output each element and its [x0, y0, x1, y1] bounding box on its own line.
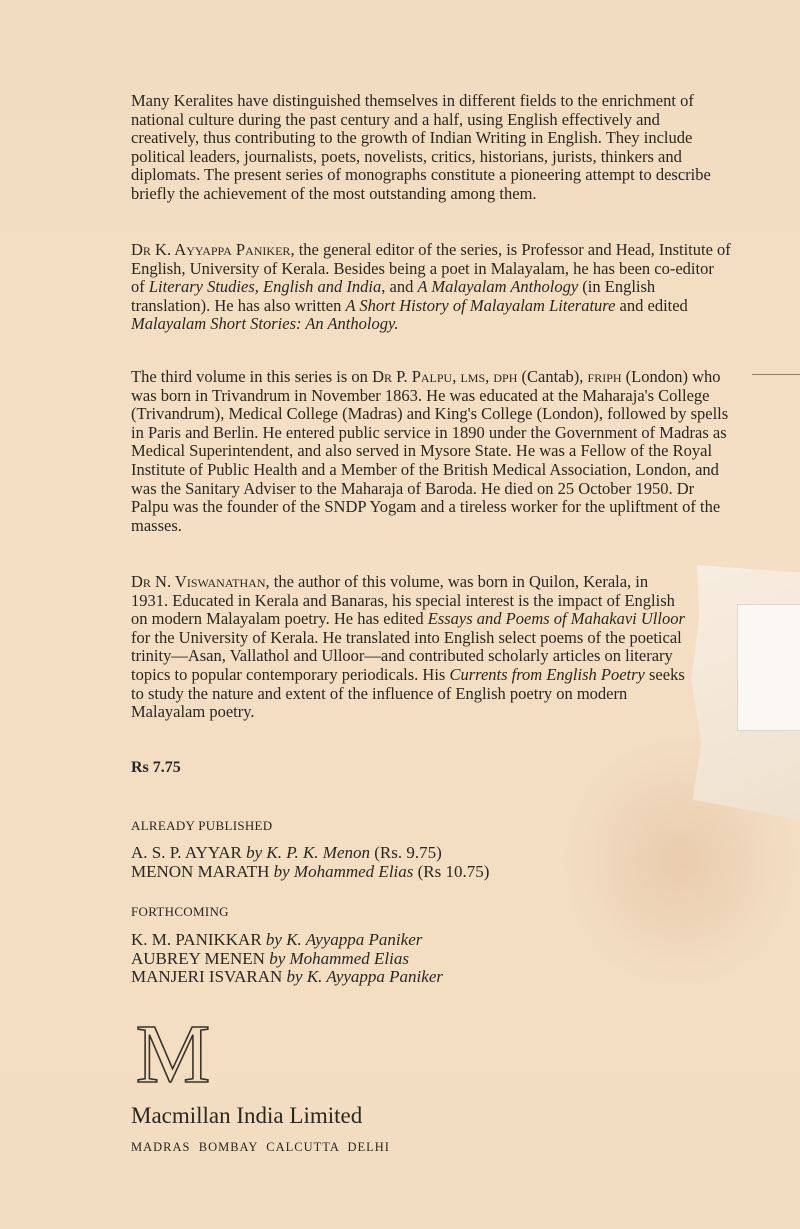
- book-author: by K. P. K. Menon: [246, 843, 370, 862]
- already-published-list: [131, 844, 489, 881]
- book-author: by K. Ayyappa Paniker: [265, 930, 423, 949]
- subject-text-3: (London) who was born in Trivandrum in November 1863. He was educated at the Maharaja's College (Trivandrum), Medical College (Madras) and King's College (London), followed by spells in Paris and Berlin. He entered public service in 1890 under the Government of Madras as Medical Superintendent, and also served in Mysore State. He was a Fellow of the Royal Institute of Public Health and a Member of the British Medical Association, London, and was the Sanitary Adviser to the Maharaja of Baroda. He died on 25 October 1950. Dr Palpu was the founder of the SNDP Yogam and a tireless worker for the upliftment of the masses.: [131, 367, 729, 535]
- intro-paragraph: [131, 92, 731, 204]
- subject-name: Dr P. Palpu, lms, dph: [372, 367, 518, 386]
- logo-letter: M: [135, 1018, 211, 1088]
- editor-paragraph: [131, 241, 731, 334]
- list-item: [131, 844, 489, 863]
- forthcoming-heading: FORTHCOMING: [131, 904, 229, 919]
- subject-text-1: The third volume in this series is on: [131, 367, 373, 386]
- list-item: [131, 931, 443, 950]
- editor-text-3: (in English translation). He has also written: [131, 277, 656, 315]
- editor-text-4: and edited: [615, 295, 688, 315]
- author-text-1: , the author of this volume, was born in Quilon, Kerala, in 1931. Educated in Kerala and Banaras, his special interest is the impact of English on modern Malayalam poetry. He has edited: [131, 572, 675, 629]
- price: Rs 7.75: [131, 759, 181, 776]
- editor-text-1: , the general editor of the series, is Professor and Head, Institute of English, University of Kerala. Besides being a poet in Malayalam, he has been co-editor of: [131, 240, 731, 297]
- intro-text: Many Keralites have distinguished themselves in different fields to the enrichment of national culture during the past century and a half, using English effectively and creatively, thus contributing to the growth of Indian Writing in English. They include political leaders, journalists, poets, novelists, critics, historians, jurists, thinkers and diplomats. The present series of monographs constitute a pioneering attempt to describe briefly the achievement of the most outstanding among them.: [131, 91, 711, 203]
- editor-title-4: Malayalam Short Stories: An Anthology.: [131, 314, 399, 334]
- forthcoming-list: [131, 931, 443, 987]
- author-title-2: Currents from English Poetry: [449, 664, 645, 684]
- torn-sticker-inner: [737, 604, 800, 731]
- author-name: Dr N. Viswanathan: [131, 572, 266, 591]
- book-price: (Rs. 9.75): [374, 843, 442, 862]
- book-subject: A. S. P. AYYAR: [131, 843, 242, 862]
- list-item: [131, 968, 443, 987]
- list-item: [131, 863, 489, 882]
- editor-title-1: Literary Studies, English and India: [148, 277, 382, 297]
- subject-text-2: (Cantab),: [517, 367, 588, 386]
- book-subject: K. M. PANIKKAR: [131, 930, 262, 949]
- editor-text-2: , and: [381, 277, 418, 297]
- book-author: by Mohammed Elias: [269, 948, 409, 968]
- macmillan-logo: [131, 1018, 216, 1088]
- book-subject: MANJERI ISVARAN: [131, 967, 283, 987]
- editor-title-3: A Short History of Malayalam Literature: [345, 295, 616, 315]
- scratch-line: [752, 374, 800, 375]
- book-subject: AUBREY MENEN: [131, 948, 265, 968]
- subject-paragraph: [131, 368, 731, 535]
- subject-friph: friph: [587, 367, 622, 386]
- book-price: (Rs 10.75): [417, 861, 490, 881]
- book-author: by Mohammed Elias: [273, 861, 414, 881]
- already-published-heading: ALREADY PUBLISHED: [131, 818, 273, 833]
- publisher-cities: MADRAS BOMBAY CALCUTTA DELHI: [131, 1140, 390, 1154]
- publisher-name: Macmillan India Limited: [131, 1103, 363, 1128]
- book-author: by K. Ayyappa Paniker: [286, 967, 443, 987]
- book-subject: MENON MARATH: [131, 861, 270, 881]
- list-item: [131, 950, 443, 969]
- author-paragraph: [131, 573, 686, 722]
- author-title-1: Essays and Poems of Mahakavi Ulloor: [427, 609, 685, 629]
- author-text-3: seeks to study the nature and extent of the influence of English poetry on modern Malayalam poetry.: [131, 664, 685, 722]
- editor-name: Dr K. Ayyappa Paniker: [131, 240, 291, 259]
- editor-title-2: A Malayalam Anthology: [417, 277, 579, 297]
- author-text-2: for the University of Kerala. He translated into English select poems of the poetical trinity—Asan, Vallathol and Ulloor—and contributed scholarly articles on literary topics to popular contemporary periodicals. His: [131, 627, 682, 684]
